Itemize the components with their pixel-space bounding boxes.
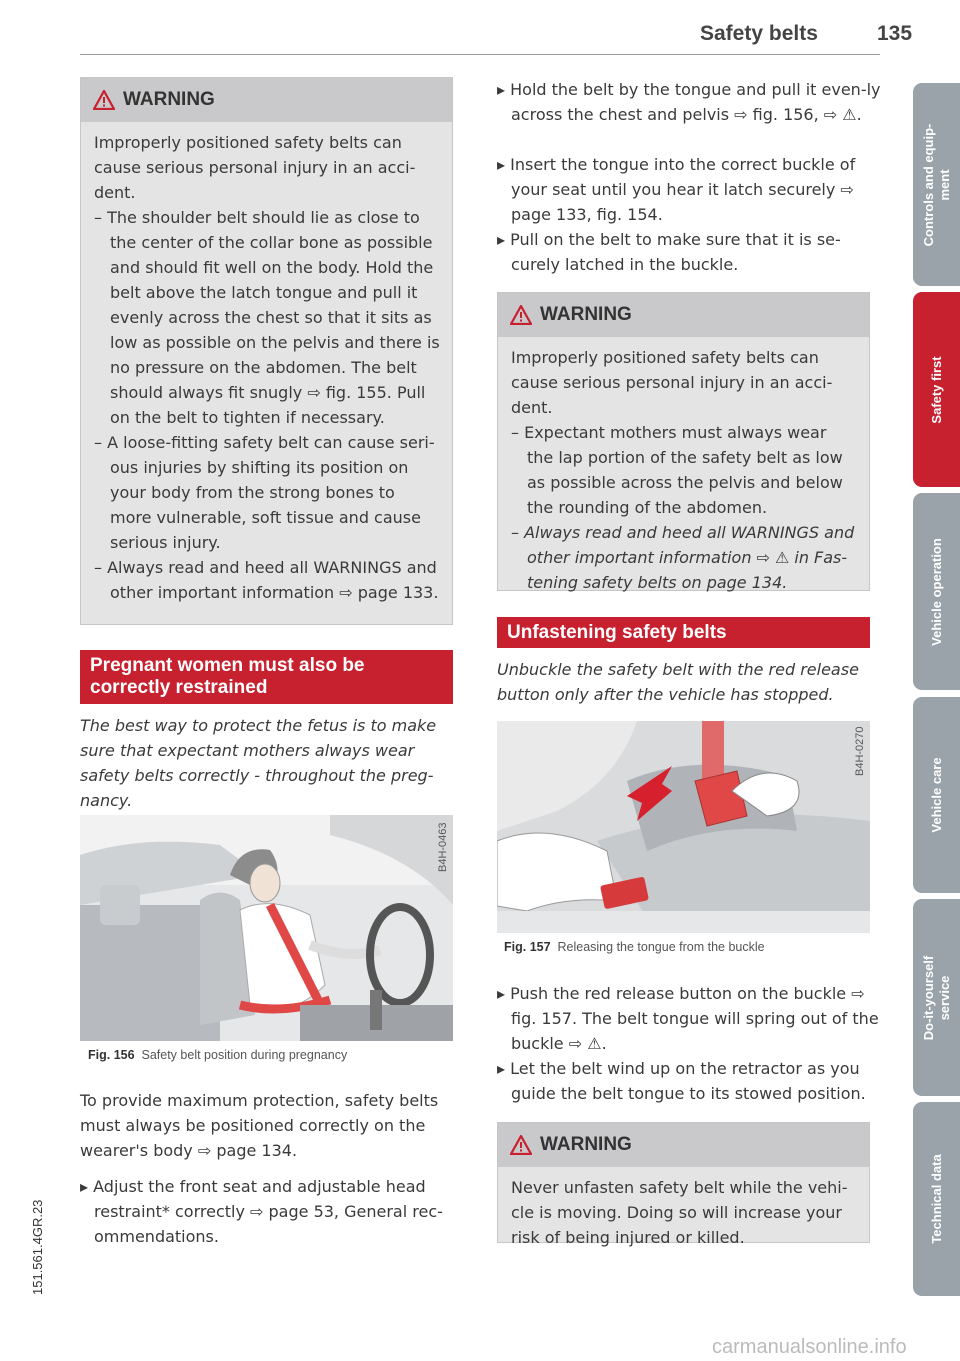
warning-box-2 (497, 292, 870, 591)
figure-156-caption (88, 1048, 347, 1062)
warning-header (498, 1123, 869, 1167)
warning-item: – Expectant mothers must always wear the lap portion of the safety belt as low as possible across the pelvis and below the rounding of the abdomen. (511, 423, 843, 517)
tab-controls-and-equipment[interactable] (913, 83, 960, 286)
section-heading-unfastening: Unfastening safety belts (497, 617, 870, 648)
warning-triangle-icon (93, 90, 115, 110)
figure-caption-text: Safety belt position during pregnancy (141, 1048, 348, 1062)
tab-technical-data[interactable] (913, 1102, 960, 1296)
bullet-adjust-seat: ▸ Adjust the front seat and adjustable head restraint* correctly ⇨ page 53, General rec-ommendations. (80, 1177, 443, 1246)
figure-157 (497, 721, 870, 933)
warning-box-3 (497, 1122, 870, 1247)
bullet-pull-belt: ▸ Pull on the belt to make sure that it is se-curely latched in the buckle. (497, 230, 841, 274)
document-code: 151.561.4GR.23 (30, 1199, 45, 1295)
tab-label: Do-it-yourself service (920, 955, 952, 1040)
section-intro-pregnant: The best way to protect the fetus is to make sure that expectant mothers always wear safety belts correctly - throughout the preg-nancy. (80, 716, 437, 810)
warning-title: WARNING (540, 304, 632, 325)
tab-label: Safety first (928, 355, 944, 424)
figure-157-caption (504, 940, 765, 954)
warning-triangle-icon (510, 305, 532, 325)
header-rule (80, 54, 880, 55)
figure-label: Fig. 157 (504, 940, 551, 954)
figure-code: B4H-0270 (854, 726, 866, 776)
warning-header (81, 78, 452, 122)
warning-box-1 (80, 77, 453, 625)
watermark: carmanualsonline.info (712, 1336, 907, 1358)
warning-text: Never unfasten safety belt while the vehi-cle is moving. Doing so will increase your risk of being injured or killed. (511, 1178, 848, 1247)
warning-item: – Always read and heed all WARNINGS and other important information ⇨ page 133. (94, 558, 439, 602)
section-heading-pregnant: Pregnant women must also be correctly restrained (80, 650, 453, 704)
tab-safety-first[interactable] (913, 292, 960, 487)
warning-header (498, 293, 869, 337)
bullet-wind-up: ▸ Let the belt wind up on the retractor as you guide the belt tongue to its stowed position. (497, 1059, 866, 1103)
tab-do-it-yourself-service[interactable] (913, 899, 960, 1096)
warning-item: – Always read and heed all WARNINGS and other important information ⇨ ⚠ in Fas-tening safety belts on page 134. (511, 523, 855, 592)
page-number: 135 (877, 22, 913, 45)
warning-title: WARNING (540, 1134, 632, 1155)
buckle-release-illustration (497, 721, 870, 933)
figure-caption-text: Releasing the tongue from the buckle (557, 940, 765, 954)
paragraph-maximum-protection: To provide maximum protection, safety belts must always be positioned correctly on the wearer's body ⇨ page 134. (80, 1091, 439, 1160)
pregnant-driver-illustration (80, 815, 453, 1041)
section-intro-unfastening: Unbuckle the safety belt with the red release button only after the vehicle has stopped. (497, 660, 859, 704)
figure-156 (80, 815, 453, 1041)
bullet-insert-tongue: ▸ Insert the tongue into the correct buckle of your seat until you hear it latch securely ⇨ page 133, fig. 154. (497, 155, 856, 224)
bullet-push-release: ▸ Push the red release button on the buckle ⇨ fig. 157. The belt tongue will spring out of the buckle ⇨ ⚠. (497, 984, 879, 1053)
warning-triangle-icon (510, 1135, 532, 1155)
tab-vehicle-operation[interactable] (913, 493, 960, 690)
tab-vehicle-care[interactable] (913, 697, 960, 893)
running-header-title: Safety belts (700, 22, 818, 45)
warning-intro: Improperly positioned safety belts can cause serious personal injury in an acci-dent. (94, 133, 416, 202)
bullet-hold-belt: ▸ Hold the belt by the tongue and pull it even-ly across the chest and pelvis ⇨ fig. 156, ⇨ ⚠. (497, 80, 881, 124)
warning-title: WARNING (123, 89, 215, 110)
tab-label: Technical data (928, 1154, 944, 1244)
figure-code: B4H-0463 (437, 822, 449, 872)
tab-label: Controls and equip- ment (920, 123, 952, 246)
tab-label: Vehicle operation (928, 537, 944, 646)
warning-item: – A loose-fitting safety belt can cause seri-ous injuries by shifting its position on your body from the strong bones to more vulnerable, soft tissue and cause serious injury. (94, 433, 435, 552)
warning-intro: Improperly positioned safety belts can cause serious personal injury in an acci-dent. (511, 348, 833, 417)
warning-item: – The shoulder belt should lie as close to the center of the collar bone as possible and should fit well on the body. Hold the belt above the latch tongue and pull it evenly across the chest so that it sits as low as possible on the pelvis and there is no pressure on the abdomen. The belt should always fit snugly ⇨ fig. 155. Pull on the belt to tighten if necessary. (94, 208, 440, 427)
figure-label: Fig. 156 (88, 1048, 135, 1062)
tab-label: Vehicle care (928, 757, 944, 833)
